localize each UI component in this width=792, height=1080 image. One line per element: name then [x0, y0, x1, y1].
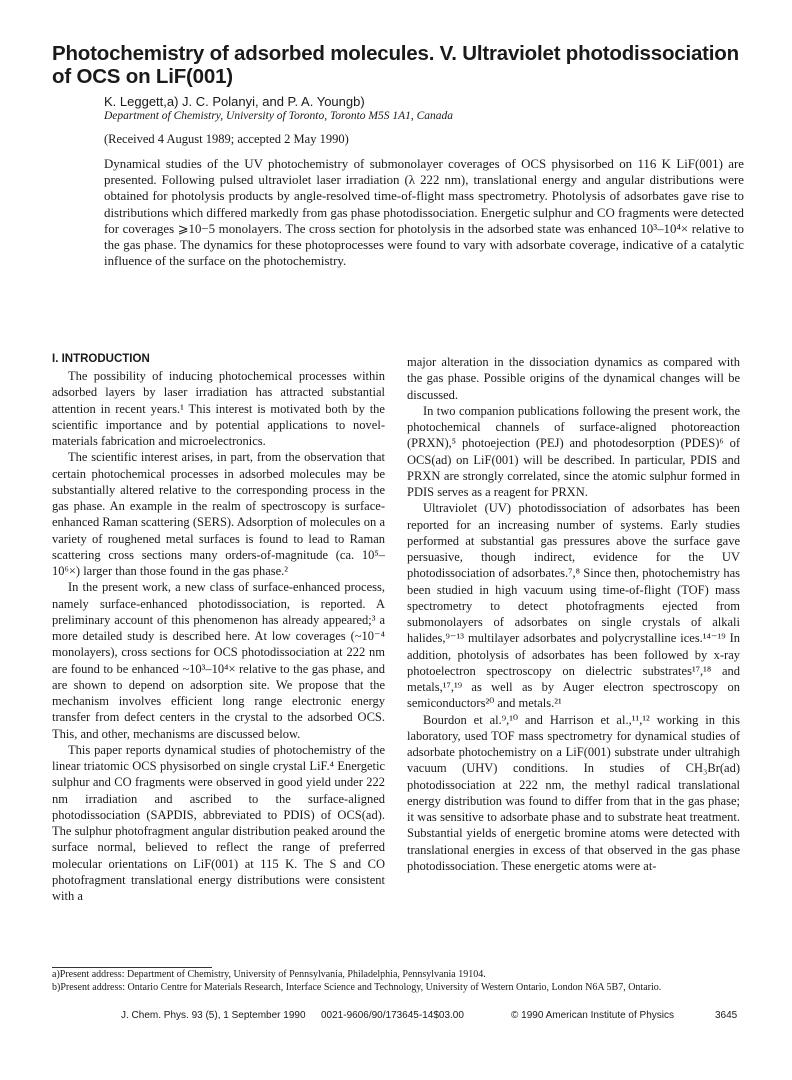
paragraph: Bourdon et al.⁹,¹⁰ and Harrison et al.,¹¹,¹² working in this laboratory, used TOF mass spectrometry for dynamical studies of adsorbate photochemistry on a LiF(001) substrate under ultrahigh vacuum (UHV) conditions. In studies of CH₃Br(ad) photodissociation at 222 nm, the methyl radical translational energy distribution was found to differ from that in the gas phase; it was sensitive to adsorbate phase and to substrate heat treatment. Substantial yields of energetic bromine atoms were detected with translational energies in excess of that observed in the gas phase photodissociation. These energetic atoms were at-: [407, 712, 740, 873]
received-dates: (Received 4 August 1989; accepted 2 May 1990): [104, 132, 349, 146]
section-heading: I. INTRODUCTION: [52, 353, 150, 365]
paragraph: major alteration in the dissociation dynamics as compared with the gas phase. Possible origins of the dynamical changes will be discussed.: [407, 355, 740, 402]
paragraph: Ultraviolet (UV) photodissociation of adsorbates has been reported for an increasing number of systems. Early studies performed at substantial gas pressures above the surface gave persuasive, though indirect, evidence for the UV photodissociation of adsorbates.⁷,⁸ Since then, photochemistry has been studied in high vacuum using time-of-flight (TOF) mass spectrometry to detect photofragments ejected from submonolayers of adsorbates on single crystals of alkali halides,⁹⁻¹³ multilayer adsorbates and polycrystalline ices.¹⁴⁻¹⁹ In addition, photolysis of adsorbates has been followed by x-ray photoelectron spectroscopy on dielectric substrates¹⁷,¹⁸ and metals,¹⁷,¹⁹ as well as by Auger electron spectroscopy on semiconductors²⁰ and metals.²¹: [407, 501, 740, 711]
footnote: a)Present address: Department of Chemistry, University of Pennsylvania, Philadelphia, Pennsylvania 19104.: [52, 969, 486, 980]
page-number: 3645: [715, 1010, 738, 1021]
footer-copyright: © 1990 American Institute of Physics: [511, 1010, 675, 1021]
footer-journal: J. Chem. Phys. 93 (5), 1 September 1990: [121, 1010, 306, 1021]
footnote: b)Present address: Ontario Centre for Materials Research, Interface Science and Technology, University of Western Ontario, London N6A 5B7, Ontario.: [52, 982, 662, 993]
right-column: [407, 354, 740, 874]
abstract: Dynamical studies of the UV photochemistry of submonolayer coverages of OCS physisorbed on 116 K LiF(001) are presented. Following pulsed ultraviolet laser irradiation (λ 222 nm), translational energy and angular distributions were obtained for photolysis products by angle-resolved time-of-flight mass spectrometry. Photolysis of adsorbates gave rise to distributions which differed markedly from gas phase photodissociation. Energetic sulphur and CO fragments were detected for coverages ⩾10−5 monolayers. The cross section for photolysis in the adsorbed state was enhanced 10³–10⁴× relative to the gas phase. The dynamics for these photoprocesses were found to vary with adsorbate coverage, indicative of a catalytic influence of the surface on the photochemistry.: [104, 157, 744, 269]
footnotes: [52, 968, 752, 994]
author-list: K. Leggett,a) J. C. Polanyi, and P. A. Youngb): [104, 94, 365, 109]
affiliation: Department of Chemistry, University of Toronto, Toronto M5S 1A1, Canada: [104, 110, 454, 122]
left-column: [52, 352, 385, 904]
paragraph: The scientific interest arises, in part, from the observation that certain photochemical processes in adsorbed molecules may be substantially altered relative to the corresponding process in the gas phase. An example in the realm of spectroscopy is surface-enhanced Raman scattering (SERS). Adsorption of molecules on a variety of roughened metal surfaces is found to lead to Raman scattering cross sections many orders-of-magnitude (ca. 10⁵–10⁶×) larger than those found in the gas phase.²: [52, 450, 385, 578]
paragraph: This paper reports dynamical studies of photochemistry of the linear triatomic OCS physisorbed on single crystal LiF.⁴ Energetic sulphur and CO fragments were observed in good yield under 222 nm irradiation and ascribed to the surface-aligned photodissociation (SAPDIS, abbreviated to PDIS) of OCS(ad). The sulphur photofragment angular distribution peaked around the surface normal, believed to reflect the range of preferred molecular orientations on LiF(001) at 115 K. The S and CO photofragment translational energy distributions were consistent with a: [52, 742, 385, 903]
paragraph: The possibility of inducing photochemical processes within adsorbed layers by laser irradiation has attracted substantial attention in recent years.¹ This interest is motivated both by the scientific importance and by potential applications to novel-materials fabrication and microelectronics.: [52, 369, 385, 448]
paragraph: In the present work, a new class of surface-enhanced process, namely surface-enhanced photodissociation, is reported. A preliminary account of this phenomenon has already appeared;³ a more detailed study is described here. At low coverages (~10⁻⁴ monolayers), cross sections for OCS photodissociation at 222 nm are found to be enhanced ~10³–10⁴× relative to the gas phase, and are shown to depend on adsorption site. We propose that the mechanism involves efficient long range electronic energy transfer from defect centers in the crystal to the adsorbed OCS. This, and other, mechanisms are discussed below.: [52, 580, 385, 741]
paper-title: Photochemistry of adsorbed molecules. V. Ultraviolet photodissociation of OCS on LiF(001): [52, 42, 739, 88]
footer-code: 0021-9606/90/173645-14$03.00: [321, 1010, 464, 1021]
paragraph: In two companion publications following the present work, the photochemical channels of surface-aligned photoreaction (PRXN),⁵ photoejection (PEJ) and photodesorption (PDES)⁶ of OCS(ad) on LiF(001) will be described. In particular, PDIS and PRXN are strongly correlated, since the atomic sulphur formed in PDIS serves as a reagent for PRXN.: [407, 403, 740, 499]
